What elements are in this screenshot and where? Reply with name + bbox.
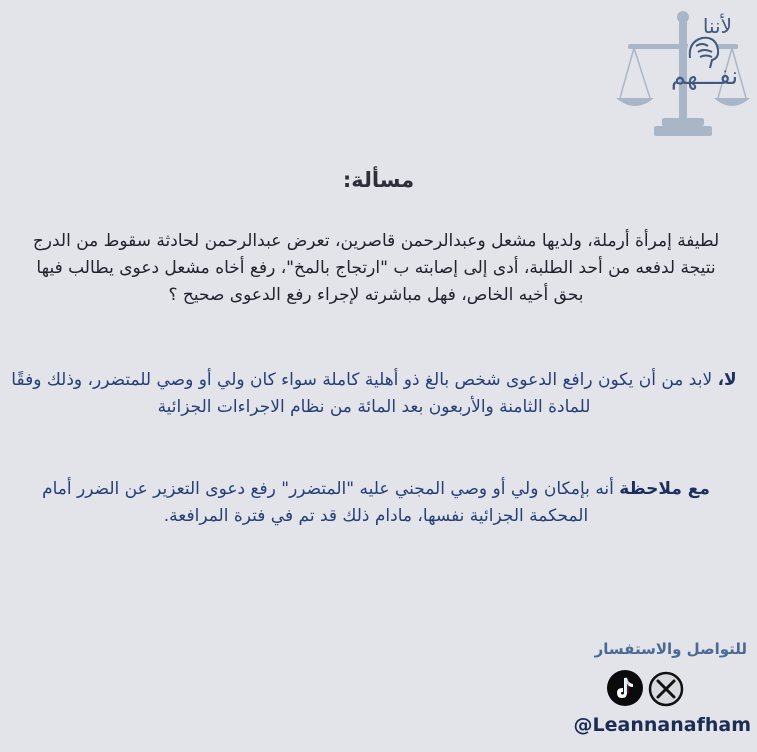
logo	[612, 6, 752, 142]
tiktok-icon[interactable]	[607, 670, 643, 706]
answer-text: لابد من أن يكون رافع الدعوى شخص بالغ ذو أهلية كاملة سواء كان ولي أو وصي للمتضرر، وذلك وفقًا للمادة الثامنة والأربعون بعد المائة من نظام الاجراءات الجزائية	[11, 370, 718, 417]
note-paragraph	[20, 476, 732, 530]
answer-prefix: لا،	[717, 370, 737, 390]
x-icon[interactable]	[650, 673, 682, 705]
contact-label: للتواصل والاستفسار	[594, 640, 747, 658]
note-prefix: مع ملاحظة	[619, 479, 710, 499]
answer-paragraph	[10, 367, 738, 421]
logo-text-bottom: نفـــهم	[671, 62, 738, 90]
social-icons	[606, 669, 686, 709]
logo-text-top: لأننا	[702, 14, 732, 38]
question-text: لطيفة إمرأة أرملة، ولديها مشعل وعبدالرحمن قاصرين، تعرض عبدالرحمن لحادثة سقوط من الدرج نتيجة لدفعه من أحد الطلبة، أدى إلى إصابته ب "ارتجاج بالمخ"، رفع أخاه مشعل دعوى يطالب فيها بحق أخيه الخاص، فهل مباشرته لإجراء رفع الدعوى صحيح ؟	[32, 231, 720, 305]
social-handle[interactable]: @Leannanafham	[573, 714, 751, 736]
page-title: مسألة:	[342, 168, 415, 192]
note-text: أنه بإمكان ولي أو وصي المجني عليه "المتضرر" رفع دعوى التعزير عن الضرر أمام المحكمة الجزائية نفسها، مادام ذلك قد تم في فترة المرافعة.	[42, 479, 620, 526]
